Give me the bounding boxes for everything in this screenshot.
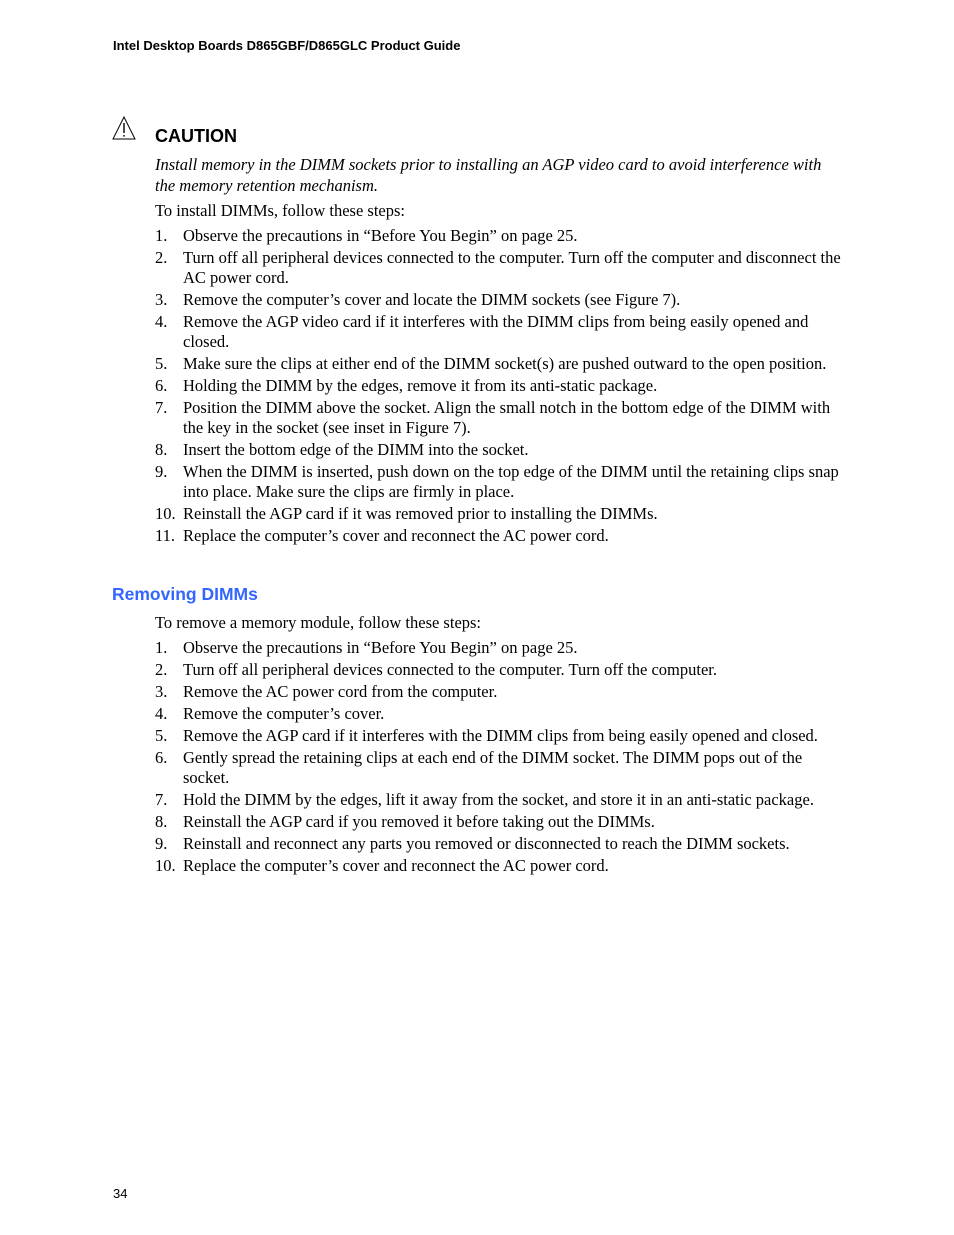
list-item <box>155 376 845 396</box>
step-number: 10. <box>155 856 176 875</box>
install-steps-list <box>155 226 845 548</box>
step-number: 1. <box>155 638 168 657</box>
step-text: Hold the DIMM by the edges, lift it away from the socket, and store it in an anti-static package. <box>183 790 814 809</box>
list-item <box>155 226 845 246</box>
list-item <box>155 704 845 724</box>
step-text: Remove the AGP video card if it interferes with the DIMM clips from being easily opened and closed. <box>183 312 809 351</box>
remove-intro: To remove a memory module, follow these steps: <box>155 613 482 632</box>
step-number: 9. <box>155 834 168 853</box>
step-text: Reinstall the AGP card if it was removed prior to installing the DIMMs. <box>183 504 658 523</box>
step-text: Replace the computer’s cover and reconnect the AC power cord. <box>183 526 609 545</box>
list-item <box>155 790 845 810</box>
list-item <box>155 440 845 460</box>
step-text: Reinstall and reconnect any parts you removed or disconnected to reach the DIMM sockets. <box>183 834 790 853</box>
list-item <box>155 834 845 854</box>
caution-title: CAUTION <box>155 126 237 146</box>
list-item <box>155 312 845 352</box>
step-text: Remove the computer’s cover. <box>183 704 385 723</box>
list-item <box>155 726 845 746</box>
step-number: 3. <box>155 682 168 701</box>
step-text: Observe the precautions in “Before You Begin” on page 25. <box>183 226 578 245</box>
install-intro: To install DIMMs, follow these steps: <box>155 201 405 220</box>
step-number: 10. <box>155 504 176 523</box>
step-number: 11. <box>155 526 176 545</box>
step-number: 2. <box>155 248 168 267</box>
section-title-removing-dimms: Removing DIMMs <box>112 584 258 604</box>
step-text: Remove the AGP card if it interferes with the DIMM clips from being easily opened and closed. <box>183 726 818 745</box>
list-item <box>155 248 845 288</box>
step-text: Observe the precautions in “Before You Begin” on page 25. <box>183 638 578 657</box>
step-number: 3. <box>155 290 168 309</box>
running-header: Intel Desktop Boards D865GBF/D865GLC Product Guide <box>113 38 461 53</box>
list-item <box>155 354 845 374</box>
step-number: 4. <box>155 312 168 331</box>
list-item <box>155 856 845 876</box>
step-number: 8. <box>155 440 168 459</box>
step-number: 2. <box>155 660 168 679</box>
list-item <box>155 504 845 524</box>
step-text: Replace the computer’s cover and reconnect the AC power cord. <box>183 856 609 875</box>
step-number: 6. <box>155 748 168 767</box>
page-number: 34 <box>113 1186 128 1201</box>
step-number: 5. <box>155 726 168 745</box>
step-text: Turn off all peripheral devices connected to the computer. Turn off the computer and disconnect the AC power cord. <box>183 248 841 287</box>
step-number: 7. <box>155 398 168 417</box>
step-number: 9. <box>155 462 168 481</box>
list-item <box>155 462 845 502</box>
step-text: Make sure the clips at either end of the DIMM socket(s) are pushed outward to the open position. <box>183 354 827 373</box>
step-number: 7. <box>155 790 168 809</box>
step-text: Gently spread the retaining clips at each end of the DIMM socket. The DIMM pops out of the socket. <box>183 748 803 787</box>
step-text: When the DIMM is inserted, push down on the top edge of the DIMM until the retaining clips snap into place. Make sure the clips are firmly in place. <box>183 462 839 501</box>
list-item <box>155 526 845 546</box>
warning-triangle-icon <box>112 116 136 140</box>
step-number: 8. <box>155 812 168 831</box>
step-text: Turn off all peripheral devices connected to the computer. Turn off the computer. <box>183 660 717 679</box>
step-number: 1. <box>155 226 168 245</box>
step-text: Remove the computer’s cover and locate the DIMM sockets (see Figure 7). <box>183 290 681 309</box>
remove-steps-list <box>155 638 845 878</box>
step-text: Position the DIMM above the socket. Align the small notch in the bottom edge of the DIMM with the key in the socket (see inset in Figure 7). <box>183 398 831 437</box>
step-number: 5. <box>155 354 168 373</box>
list-item <box>155 638 845 658</box>
list-item <box>155 748 845 788</box>
list-item <box>155 812 845 832</box>
step-number: 6. <box>155 376 168 395</box>
list-item <box>155 682 845 702</box>
step-text: Holding the DIMM by the edges, remove it from its anti-static package. <box>183 376 658 395</box>
step-text: Remove the AC power cord from the computer. <box>183 682 498 701</box>
list-item <box>155 398 845 438</box>
caution-text: Install memory in the DIMM sockets prior to installing an AGP video card to avoid interference with the memory retention mechanism. <box>155 155 822 195</box>
step-text: Insert the bottom edge of the DIMM into the socket. <box>183 440 529 459</box>
step-text: Reinstall the AGP card if you removed it before taking out the DIMMs. <box>183 812 655 831</box>
step-number: 4. <box>155 704 168 723</box>
list-item <box>155 290 845 310</box>
list-item <box>155 660 845 680</box>
